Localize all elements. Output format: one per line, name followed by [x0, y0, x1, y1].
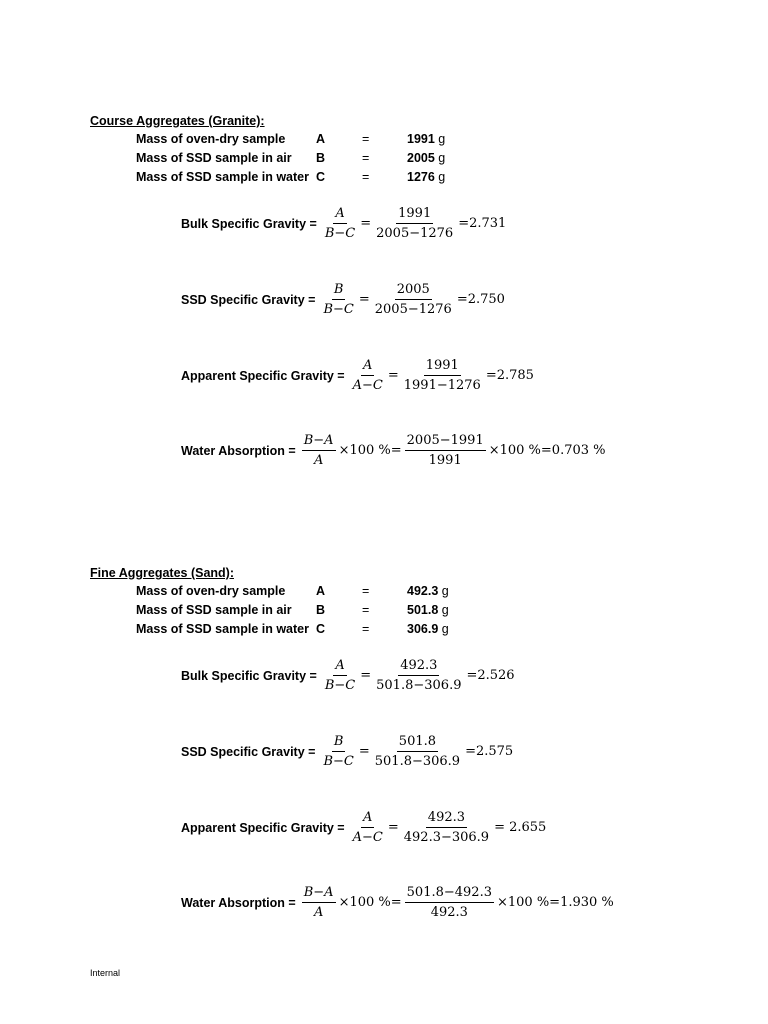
- formula-label: SSD Specific Gravity =: [181, 292, 316, 307]
- fraction-denominator: A−C: [352, 378, 383, 393]
- formula-result: = 2.655: [494, 820, 547, 835]
- row-label: Mass of SSD sample in air: [136, 151, 292, 165]
- formula-math: [319, 281, 505, 318]
- formula-math: [321, 657, 516, 694]
- section-title-sand: Fine Aggregates (Sand):: [90, 566, 234, 580]
- formula-ssd-sg-sand: [181, 733, 514, 770]
- symbolic-fraction: [323, 205, 357, 242]
- fraction-denominator: B−C: [323, 302, 354, 317]
- row-value: [407, 584, 449, 598]
- formula-result: ×100 %=0.703 %: [488, 443, 606, 458]
- fraction-numerator: 492.3: [426, 809, 467, 828]
- formula-result: =2.526: [466, 668, 515, 683]
- row-unit: g: [438, 151, 446, 165]
- multiply-percent: ×100 %=: [338, 895, 402, 910]
- numeric-fraction: [402, 809, 491, 846]
- formula-math: [349, 809, 548, 846]
- row-equals: =: [362, 170, 370, 184]
- equals-sign: =: [358, 292, 370, 307]
- symbolic-fraction: [321, 281, 355, 318]
- row-number: 1276: [407, 170, 435, 184]
- row-symbol: A: [316, 132, 326, 146]
- row-equals: =: [362, 132, 370, 146]
- formula-label: Bulk Specific Gravity =: [181, 216, 317, 231]
- fraction-denominator: A−C: [352, 830, 383, 845]
- formula-water-absorption-sand: [181, 884, 615, 921]
- fraction-denominator: A: [313, 453, 324, 468]
- formula-bulk-sg-sand: [181, 657, 516, 694]
- row-label: Mass of oven-dry sample: [136, 584, 286, 598]
- formula-math: [300, 884, 615, 921]
- fraction-numerator: 1991: [424, 357, 461, 376]
- fraction-numerator: 501.8: [397, 733, 438, 752]
- formula-bulk-sg-granite: [181, 205, 507, 242]
- row-equals: =: [362, 603, 370, 617]
- fraction-denominator: 2005−1276: [376, 226, 454, 241]
- row-number: 1991: [407, 132, 435, 146]
- numeric-fraction: [405, 432, 486, 469]
- symbolic-fraction: [302, 884, 336, 921]
- equals-sign: =: [360, 668, 372, 683]
- row-number: 2005: [407, 151, 435, 165]
- formula-water-absorption-granite: [181, 432, 607, 469]
- equals-sign: =: [358, 744, 370, 759]
- row-value: [407, 622, 449, 636]
- formula-result: =2.785: [485, 368, 534, 383]
- fraction-numerator: A: [333, 205, 346, 224]
- symbolic-fraction: [321, 733, 355, 770]
- formula-label: Bulk Specific Gravity =: [181, 668, 317, 683]
- formula-label: SSD Specific Gravity =: [181, 744, 316, 759]
- formula-math: [321, 205, 507, 242]
- row-label: Mass of SSD sample in water: [136, 622, 309, 636]
- row-unit: g: [438, 170, 446, 184]
- fraction-numerator: A: [361, 809, 374, 828]
- symbolic-fraction: [351, 809, 385, 846]
- row-symbol: B: [316, 603, 326, 617]
- numeric-fraction: [374, 205, 455, 242]
- numeric-fraction: [402, 357, 483, 394]
- fraction-denominator: B−C: [324, 678, 356, 693]
- row-label: Mass of SSD sample in air: [136, 603, 292, 617]
- row-equals: =: [362, 622, 370, 636]
- fraction-numerator: 492.3: [398, 657, 439, 676]
- formula-result: =2.750: [456, 292, 505, 307]
- formula-math: [319, 733, 514, 770]
- row-number: 501.8: [407, 603, 439, 617]
- fraction-numerator: B−A: [302, 432, 336, 451]
- fraction-denominator: 1991−1276: [403, 378, 481, 393]
- fraction-numerator: B−A: [302, 884, 336, 903]
- fraction-numerator: 2005−1991: [405, 432, 486, 451]
- row-unit: g: [441, 603, 449, 617]
- row-symbol: B: [316, 151, 326, 165]
- row-number: 492.3: [407, 584, 439, 598]
- fraction-denominator: B−C: [324, 226, 356, 241]
- fraction-numerator: 1991: [396, 205, 433, 224]
- fraction-denominator: 492.3: [430, 905, 468, 920]
- formula-ssd-sg-granite: [181, 281, 506, 318]
- row-equals: =: [362, 151, 370, 165]
- symbolic-fraction: [323, 657, 357, 694]
- row-label: Mass of SSD sample in water: [136, 170, 309, 184]
- numeric-fraction: [373, 733, 462, 770]
- fraction-numerator: B: [332, 733, 346, 752]
- formula-result: =2.575: [465, 744, 514, 759]
- fraction-numerator: 501.8−492.3: [405, 884, 494, 903]
- row-symbol: C: [316, 170, 326, 184]
- fraction-numerator: A: [333, 657, 346, 676]
- equals-sign: =: [360, 216, 372, 231]
- formula-apparent-sg-sand: [181, 809, 547, 846]
- formula-apparent-sg-granite: [181, 357, 535, 394]
- row-unit: g: [441, 622, 449, 636]
- fraction-denominator: 501.8−306.9: [376, 678, 462, 693]
- formula-result: ×100 %=1.930 %: [496, 895, 614, 910]
- fraction-denominator: 492.3−306.9: [403, 830, 490, 845]
- equals-sign: =: [387, 368, 399, 383]
- row-value: [407, 603, 449, 617]
- section-title-granite: Course Aggregates (Granite):: [90, 114, 265, 128]
- row-value: [407, 151, 445, 165]
- row-number: 306.9: [407, 622, 439, 636]
- formula-result: =2.731: [458, 216, 507, 231]
- symbolic-fraction: [351, 357, 385, 394]
- formula-label: Apparent Specific Gravity =: [181, 368, 345, 383]
- row-value: [407, 170, 445, 184]
- multiply-percent: ×100 %=: [338, 443, 402, 458]
- numeric-fraction: [405, 884, 494, 921]
- fraction-denominator: B−C: [323, 754, 354, 769]
- fraction-denominator: A: [313, 905, 324, 920]
- footer-classification: Internal: [90, 968, 121, 978]
- fraction-numerator: 2005: [395, 281, 432, 300]
- row-unit: g: [438, 132, 446, 146]
- numeric-fraction: [373, 281, 454, 318]
- row-label: Mass of oven-dry sample: [136, 132, 286, 146]
- fraction-denominator: 501.8−306.9: [374, 754, 461, 769]
- row-symbol: C: [316, 622, 326, 636]
- fraction-denominator: 2005−1276: [374, 302, 452, 317]
- fraction-numerator: A: [361, 357, 374, 376]
- symbolic-fraction: [302, 432, 336, 469]
- numeric-fraction: [374, 657, 463, 694]
- row-equals: =: [362, 584, 370, 598]
- row-unit: g: [441, 584, 449, 598]
- formula-label: Water Absorption =: [181, 443, 296, 458]
- formula-math: [349, 357, 535, 394]
- fraction-denominator: 1991: [428, 453, 462, 468]
- formula-label: Water Absorption =: [181, 895, 296, 910]
- formula-math: [300, 432, 607, 469]
- equals-sign: =: [387, 820, 399, 835]
- formula-label: Apparent Specific Gravity =: [181, 820, 345, 835]
- fraction-numerator: B: [332, 281, 346, 300]
- row-value: [407, 132, 445, 146]
- row-symbol: A: [316, 584, 326, 598]
